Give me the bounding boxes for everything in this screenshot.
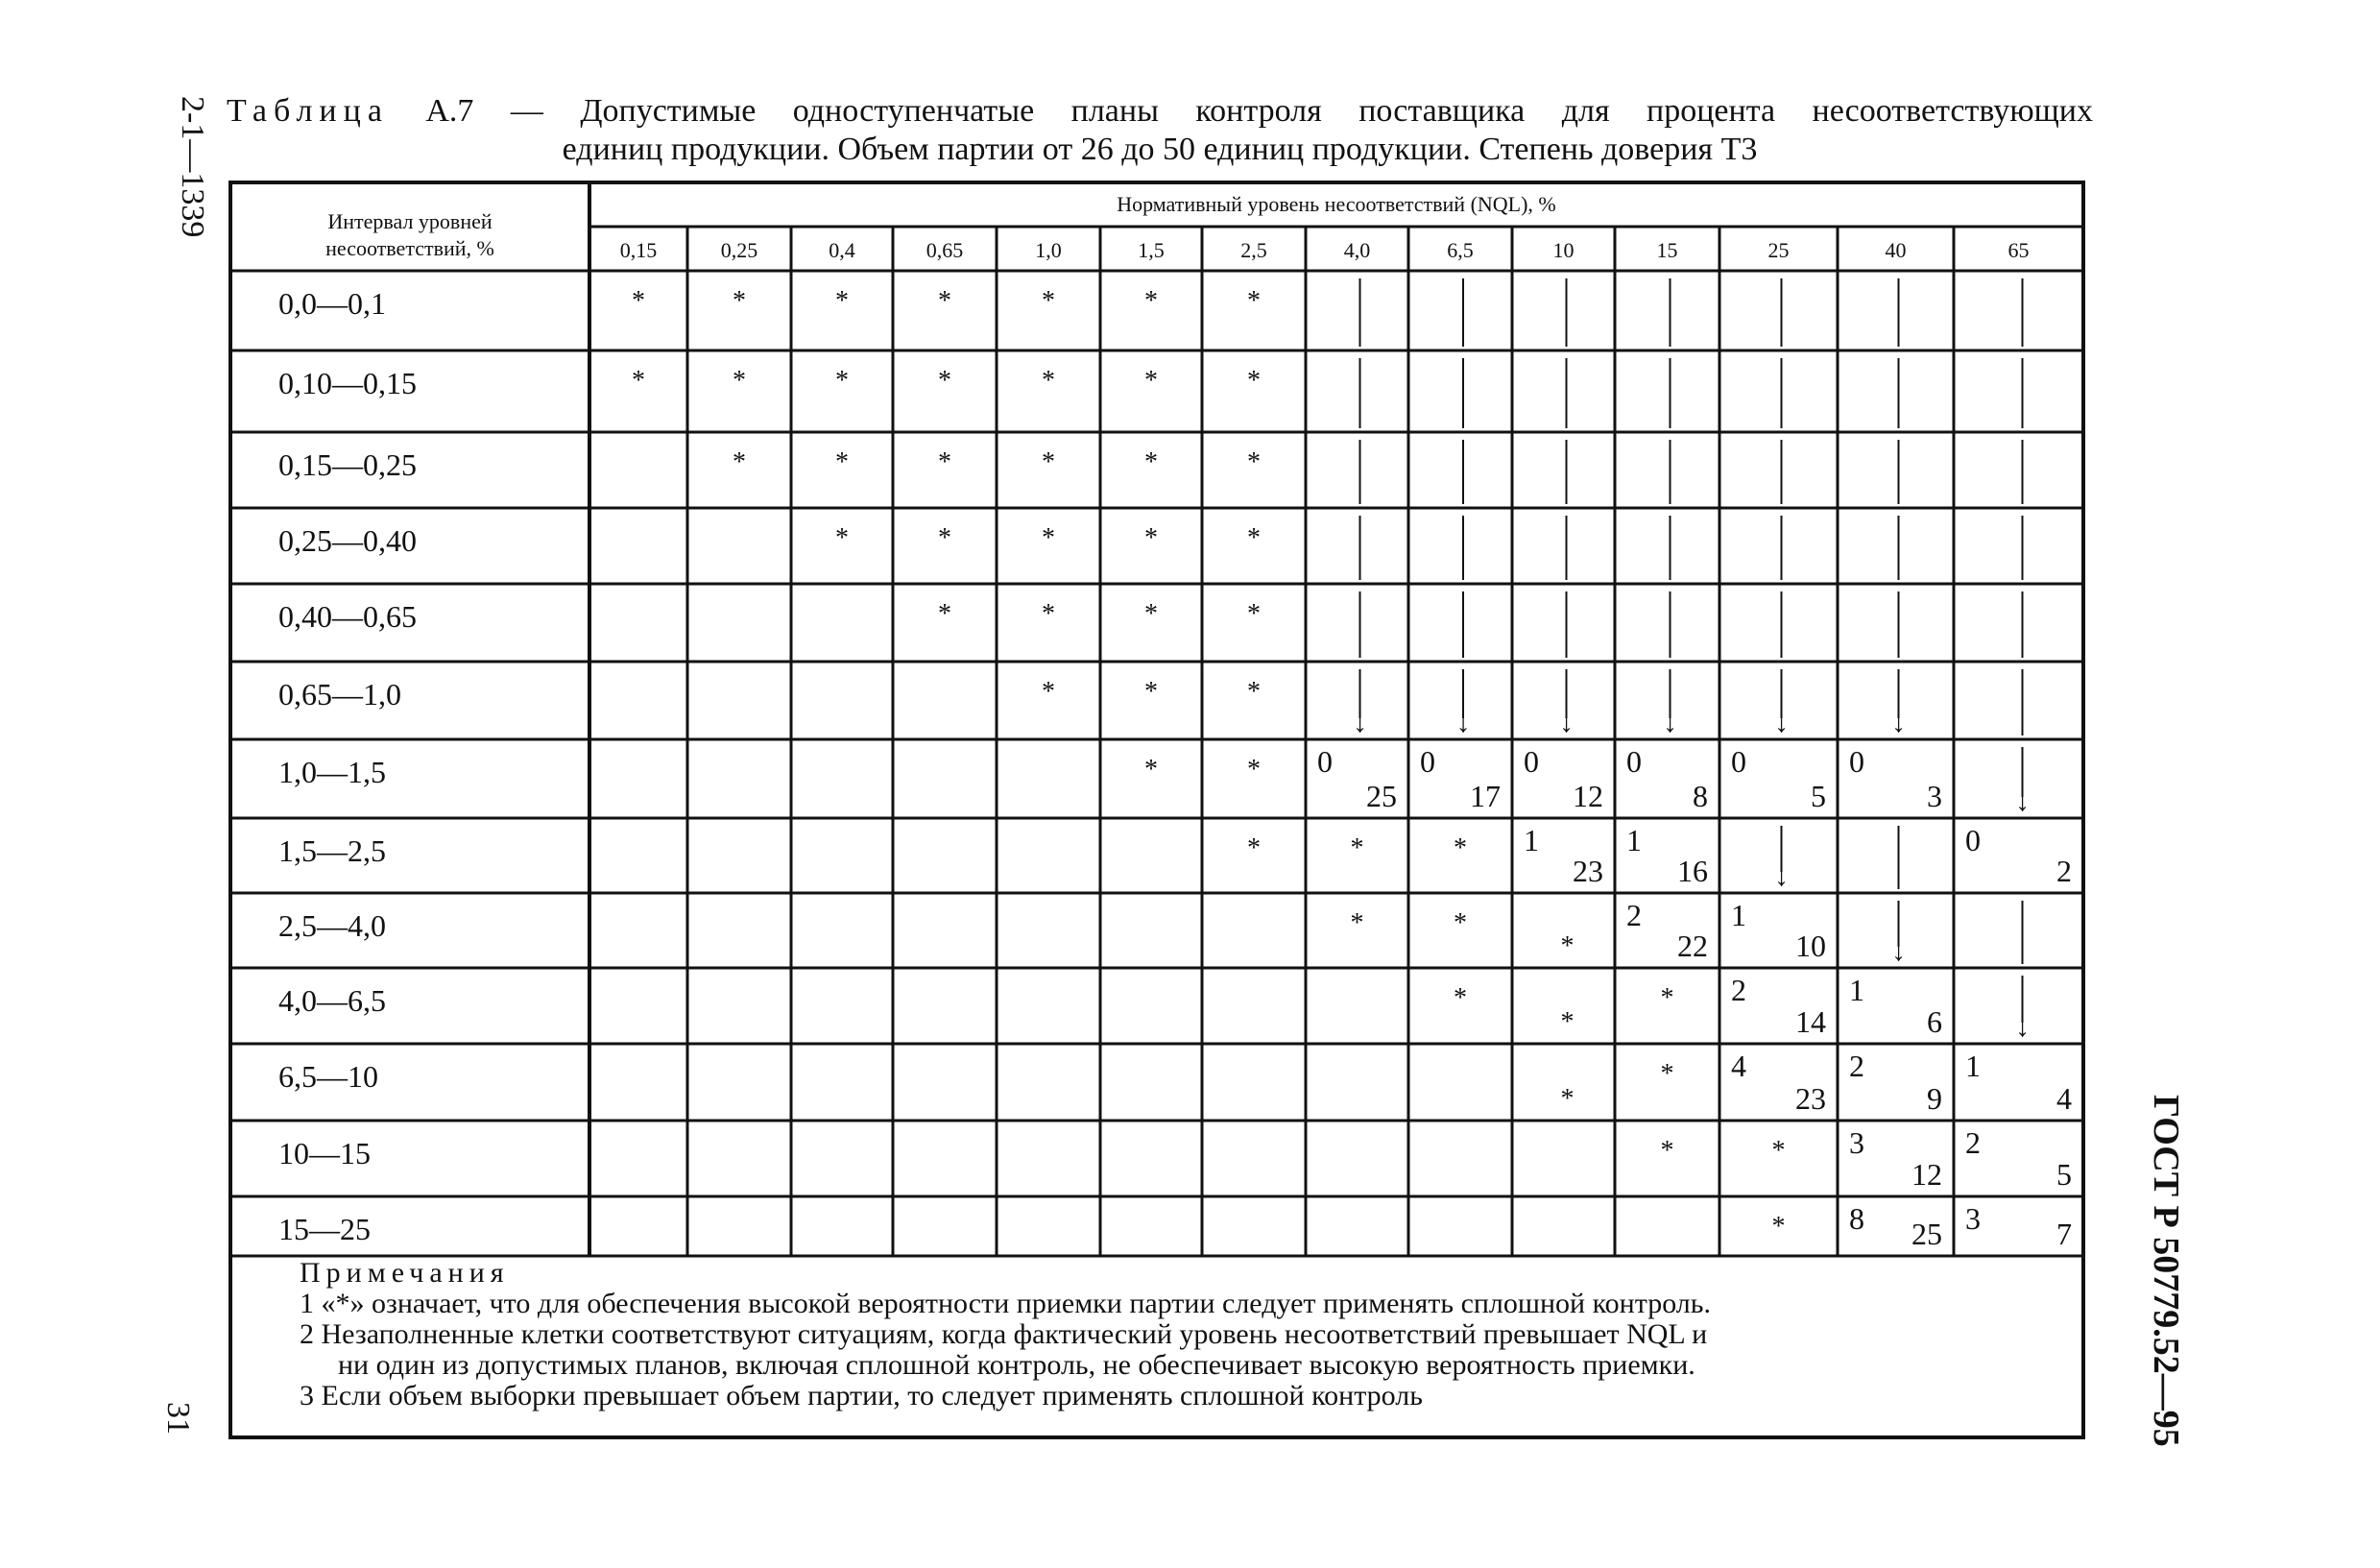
full-inspection-mark: * (1560, 1007, 1575, 1037)
full-inspection-mark: * (1042, 366, 1055, 396)
nql-column-header: 40 (1885, 238, 1907, 262)
acceptance-number: 8 (1849, 1201, 1864, 1236)
sample-size: 5 (1811, 779, 1826, 813)
full-inspection-mark: * (1454, 983, 1467, 1013)
interval-label: 1,5—2,5 (278, 833, 386, 868)
nql-column-header: 0,15 (619, 238, 658, 262)
note-2-continued: ни один из допустимых планов, включая сплошной контроль, не обеспечивает высокую вероятность приемки. (338, 1349, 1695, 1381)
nql-column-header: 0,65 (926, 238, 964, 262)
full-inspection-mark: * (938, 523, 951, 553)
full-inspection-mark: * (1247, 833, 1261, 863)
full-inspection-mark: * (733, 447, 746, 477)
full-inspection-mark: * (1144, 523, 1158, 553)
nql-column-header: 1,5 (1138, 238, 1165, 262)
full-inspection-mark: * (1771, 1212, 1786, 1242)
continuation-arrow-head: ↓ (1891, 935, 1906, 967)
nql-column-header: 15 (1656, 238, 1678, 262)
full-inspection-mark: * (938, 366, 951, 396)
interval-label: 0,65—1,0 (278, 677, 401, 712)
sample-size: 2 (2056, 854, 2072, 888)
interval-label: 2,5—4,0 (278, 908, 386, 943)
interval-label: 0,25—0,40 (278, 523, 417, 558)
full-inspection-mark: * (835, 523, 849, 553)
acceptance-number: 0 (1626, 744, 1642, 779)
full-inspection-mark: * (1560, 931, 1575, 961)
caption-label: Таблица (227, 93, 389, 129)
nql-column-header: 1,0 (1035, 238, 1062, 262)
full-inspection-mark: * (1042, 523, 1055, 553)
acceptance-number: 3 (1849, 1125, 1864, 1160)
interval-label: 15—25 (278, 1212, 371, 1246)
full-inspection-mark: * (835, 286, 849, 316)
sample-size: 23 (1795, 1081, 1826, 1116)
interval-label: 1,0—1,5 (278, 755, 386, 789)
sample-size: 16 (1677, 854, 1708, 888)
full-inspection-mark: * (733, 366, 746, 396)
continuation-arrow-head: ↓ (1455, 707, 1471, 738)
sample-size: 8 (1693, 779, 1708, 813)
full-inspection-mark: * (1144, 366, 1158, 396)
nql-column-header: 10 (1552, 238, 1575, 262)
sample-size: 14 (1795, 1004, 1826, 1039)
interval-label: 10—15 (278, 1136, 371, 1170)
sample-size: 10 (1795, 929, 1826, 963)
full-inspection-mark: * (1247, 286, 1261, 316)
acceptance-number: 2 (1731, 973, 1746, 1007)
note-2: 2 Незаполненные клетки соответствуют ситуациям, когда фактический уровень несоответствий превышает NQL и (300, 1318, 1708, 1350)
acceptance-number: 2 (1626, 898, 1642, 932)
full-inspection-mark: * (632, 286, 645, 316)
interval-label: 6,5—10 (278, 1059, 378, 1094)
caption-line-2: единиц продукции. Объем партии от 26 до 50 единиц продукции. Степень доверия Т3 (562, 132, 1758, 167)
full-inspection-mark: * (1660, 1059, 1674, 1089)
note-1: 1 «*» означает, что для обеспечения высокой вероятности приемки партии следует применять сплошной контроль. (300, 1288, 1711, 1319)
notes-block (300, 1258, 2085, 1411)
sample-size: 12 (1573, 779, 1603, 813)
sample-size: 23 (1573, 854, 1603, 888)
acceptance-number: 1 (1524, 823, 1539, 857)
acceptance-number: 1 (1965, 1049, 1981, 1083)
full-inspection-mark: * (938, 447, 951, 477)
full-inspection-mark: * (1144, 677, 1158, 707)
full-inspection-mark: * (1454, 908, 1467, 938)
interval-label: 0,0—0,1 (278, 286, 386, 321)
full-inspection-mark: * (938, 599, 951, 629)
notes-title: Примечания (300, 1257, 510, 1289)
full-inspection-mark: * (1144, 755, 1158, 784)
acceptance-number: 4 (1731, 1049, 1746, 1083)
full-inspection-mark: * (632, 366, 645, 396)
full-inspection-mark: * (1247, 677, 1261, 707)
continuation-arrow-head: ↓ (1663, 707, 1677, 738)
nql-column-header: 6,5 (1447, 238, 1474, 262)
nql-column-header: 0,4 (829, 238, 855, 262)
acceptance-number: 1 (1731, 898, 1746, 932)
acceptance-number: 3 (1965, 1201, 1981, 1236)
full-inspection-mark: * (1660, 1136, 1674, 1166)
full-inspection-mark: * (1144, 286, 1158, 316)
interval-label: 0,15—0,25 (278, 447, 417, 482)
standard-number: ГОСТ Р 50779.52—95 (2146, 1095, 2186, 1447)
sample-size: 25 (1366, 779, 1397, 813)
interval-label: 0,10—0,15 (278, 366, 417, 400)
acceptance-number: 2 (1849, 1049, 1864, 1083)
continuation-arrow-head: ↓ (1353, 707, 1367, 738)
continuation-arrow-head: ↓ (1891, 707, 1906, 738)
sample-size: 25 (1911, 1217, 1942, 1251)
full-inspection-mark: * (1350, 833, 1364, 863)
acceptance-number: 0 (1731, 744, 1746, 779)
sample-size: 6 (1927, 1004, 1942, 1039)
sample-size: 4 (2056, 1081, 2072, 1116)
caption-title: А.7 — Допустимые одноступенчатые планы контроля поставщика для процента несоответствующих (425, 93, 2093, 129)
nql-column-header: 0,25 (720, 238, 758, 262)
row-header-label: Интервал уровней несоответствий, % (325, 209, 494, 260)
full-inspection-mark: * (1042, 677, 1055, 707)
full-inspection-mark: * (835, 366, 849, 396)
interval-label: 0,40—0,65 (278, 599, 417, 634)
continuation-arrow-head: ↓ (1774, 860, 1789, 892)
page-number: 31 (160, 1402, 196, 1435)
sample-size: 5 (2056, 1157, 2072, 1192)
full-inspection-mark: * (1771, 1136, 1786, 1166)
acceptance-number: 0 (1524, 744, 1539, 779)
acceptance-number: 1 (1626, 823, 1642, 857)
continuation-arrow-head: ↓ (1559, 707, 1574, 738)
acceptance-number: 0 (1849, 744, 1864, 779)
sample-size: 7 (2056, 1217, 2072, 1251)
full-inspection-mark: * (1144, 599, 1158, 629)
sample-size: 12 (1911, 1157, 1942, 1192)
full-inspection-mark: * (1560, 1084, 1575, 1114)
continuation-arrow-head: ↓ (2015, 785, 2030, 817)
full-inspection-mark: * (1247, 755, 1261, 784)
interval-label: 4,0—6,5 (278, 983, 386, 1018)
continuation-arrow-head: ↓ (2015, 1011, 2030, 1043)
acceptance-number: 0 (1420, 744, 1435, 779)
nql-column-header: 2,5 (1240, 238, 1267, 262)
full-inspection-mark: * (1247, 447, 1261, 477)
full-inspection-mark: * (1042, 599, 1055, 629)
sample-size: 17 (1470, 779, 1501, 813)
acceptance-number: 1 (1849, 973, 1864, 1007)
nql-column-header: 4,0 (1343, 238, 1371, 262)
sample-size: 22 (1677, 929, 1708, 963)
full-inspection-mark: * (1247, 599, 1261, 629)
full-inspection-mark: * (1247, 523, 1261, 553)
full-inspection-mark: * (835, 447, 849, 477)
acceptance-number: 0 (1317, 744, 1333, 779)
full-inspection-mark: * (1042, 447, 1055, 477)
nql-header-label: Нормативный уровень несоответствий (NQL), % (1117, 192, 1556, 216)
sample-size: 9 (1927, 1081, 1942, 1116)
acceptance-number: 2 (1965, 1125, 1981, 1160)
full-inspection-mark: * (1660, 983, 1674, 1013)
acceptance-number: 0 (1965, 823, 1981, 857)
full-inspection-mark: * (938, 286, 951, 316)
note-3: 3 Если объем выборки превышает объем партии, то следует применять сплошной контроль (300, 1380, 1423, 1411)
full-inspection-mark: * (733, 286, 746, 316)
sample-size: 3 (1927, 779, 1942, 813)
continuation-arrow-head: ↓ (1774, 707, 1789, 738)
full-inspection-mark: * (1247, 366, 1261, 396)
nql-column-header: 25 (1767, 238, 1790, 262)
nql-column-header: 65 (2007, 238, 2030, 262)
full-inspection-mark: * (1042, 286, 1055, 316)
full-inspection-mark: * (1350, 908, 1364, 938)
page-code-top-left: 2-1—1339 (175, 96, 210, 238)
full-inspection-mark: * (1454, 833, 1467, 863)
full-inspection-mark: * (1144, 447, 1158, 477)
